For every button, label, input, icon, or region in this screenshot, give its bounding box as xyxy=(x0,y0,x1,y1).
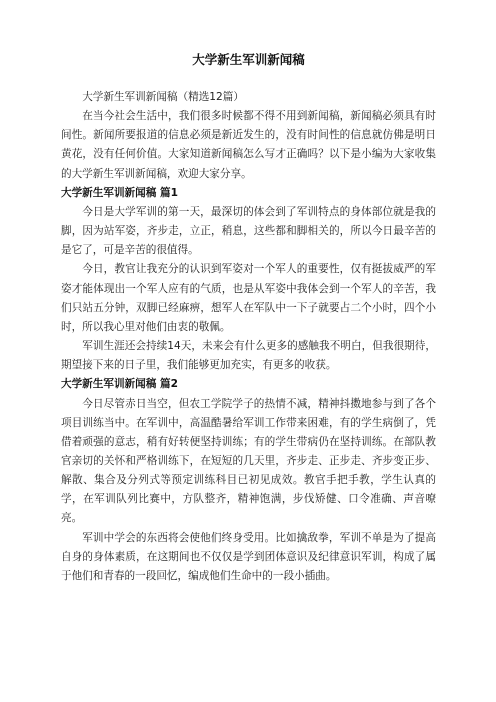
article-section xyxy=(61,375,436,586)
body-paragraph: 今日，教官让我充分的认识到军姿对一个军人的重要性，仅有挺拔威严的军姿才能体现出一个军人应有的气质，也是从军姿中我体会到一个军人的辛苦，我们只站五分钟，双脚已经麻痹，想军人在军队中一下子就要占二个小时，四个小时，所以我心里对他们由衷的敬佩。 xyxy=(61,263,436,333)
section-heading: 大学新生军训新闻稿 篇2 xyxy=(61,378,178,391)
intro-subtitle: 大学新生军训新闻稿（精选12篇） xyxy=(82,91,244,103)
body-paragraph: 今日尽管赤日当空，但农工学院学子的热情不减，精神抖擞地参与到了各个项目训练当中。在军训中，高温酷暑给军训工作带来困难，有的学生病倒了，凭借着顽强的意志，稍有好转便坚持训练；有的学生带病仍在坚持训练。在部队教官亲切的关怀和严格训练下，在短短的几天里，齐步走、正步走、齐步变正步、解散、集合及分列式等预定训练科目已初见成效。教官手把手教，学生认真的学，在军训队列比赛中，方队整齐，精神饱满，步伐矫健、口令准确、声音嘹亮。 xyxy=(61,397,436,525)
body-paragraph: 军训生涯还会持续14天，未来会有什么更多的感触我不明白，但我很期待，期望接下来的日子里，我们能够更加充实，有更多的收获。 xyxy=(61,340,436,372)
section-heading: 大学新生军训新闻稿 篇1 xyxy=(61,186,178,199)
article-section xyxy=(61,184,436,376)
body-paragraph: 今日是大学军训的第一天，最深切的体会到了军训特点的身体部位就是我的脚，因为站军姿，齐步走，立正，稍息，这些都和脚相关的，所以今日最辛苦的是它了，可是辛苦的很值得。 xyxy=(61,205,436,257)
body-paragraph: 军训中学会的东西将会使他们终身受用。比如擒敌拳，军训不单是为了提高自身的身体素质，在这期间也不仅仅是学到团体意识及纪律意识军训，构成了属于他们和青春的一段回忆，编成他们生命中的一段小插曲。 xyxy=(61,531,436,582)
document-title: 大学新生军训新闻稿 xyxy=(192,52,305,67)
intro-paragraph: 在当今社会生活中，我们很多时候都不得不用到新闻稿，新闻稿必须具有时间性。新闻所要报道的信息必须是新近发生的，没有时间性的信息就仿佛是明日黄花，没有任何价值。大家知道新闻稿怎么写才正确吗？以下是小编为大家收集的大学新生军训新闻稿，欢迎大家分享。 xyxy=(61,110,436,180)
